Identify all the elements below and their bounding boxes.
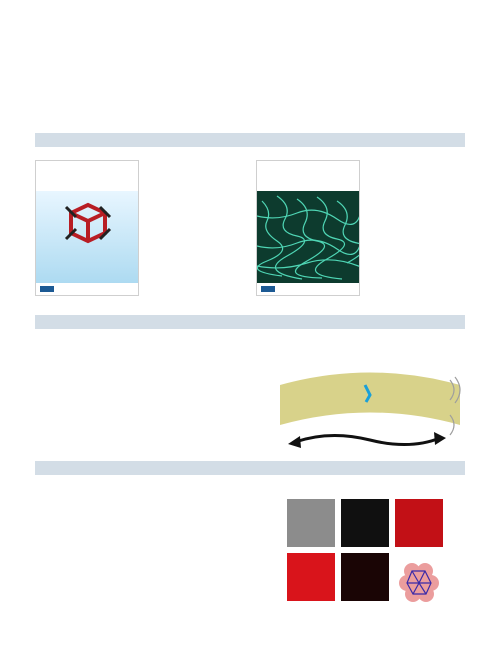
cover-artwork bbox=[36, 161, 139, 296]
inside-cover-image[interactable] bbox=[256, 160, 360, 296]
cover-image[interactable] bbox=[35, 160, 139, 296]
lipid-membrane-figure bbox=[270, 350, 470, 460]
panel-e bbox=[341, 553, 389, 601]
colloidal-gel-figure bbox=[287, 499, 467, 611]
panel-c bbox=[395, 499, 443, 547]
panel-a bbox=[287, 499, 335, 547]
section-band-review bbox=[35, 315, 465, 329]
inside-cover-artwork bbox=[257, 161, 360, 296]
panel-b bbox=[341, 499, 389, 547]
panel-d bbox=[287, 553, 335, 601]
section-band-communication bbox=[35, 461, 465, 475]
section-band-in-this-issue bbox=[35, 133, 465, 147]
